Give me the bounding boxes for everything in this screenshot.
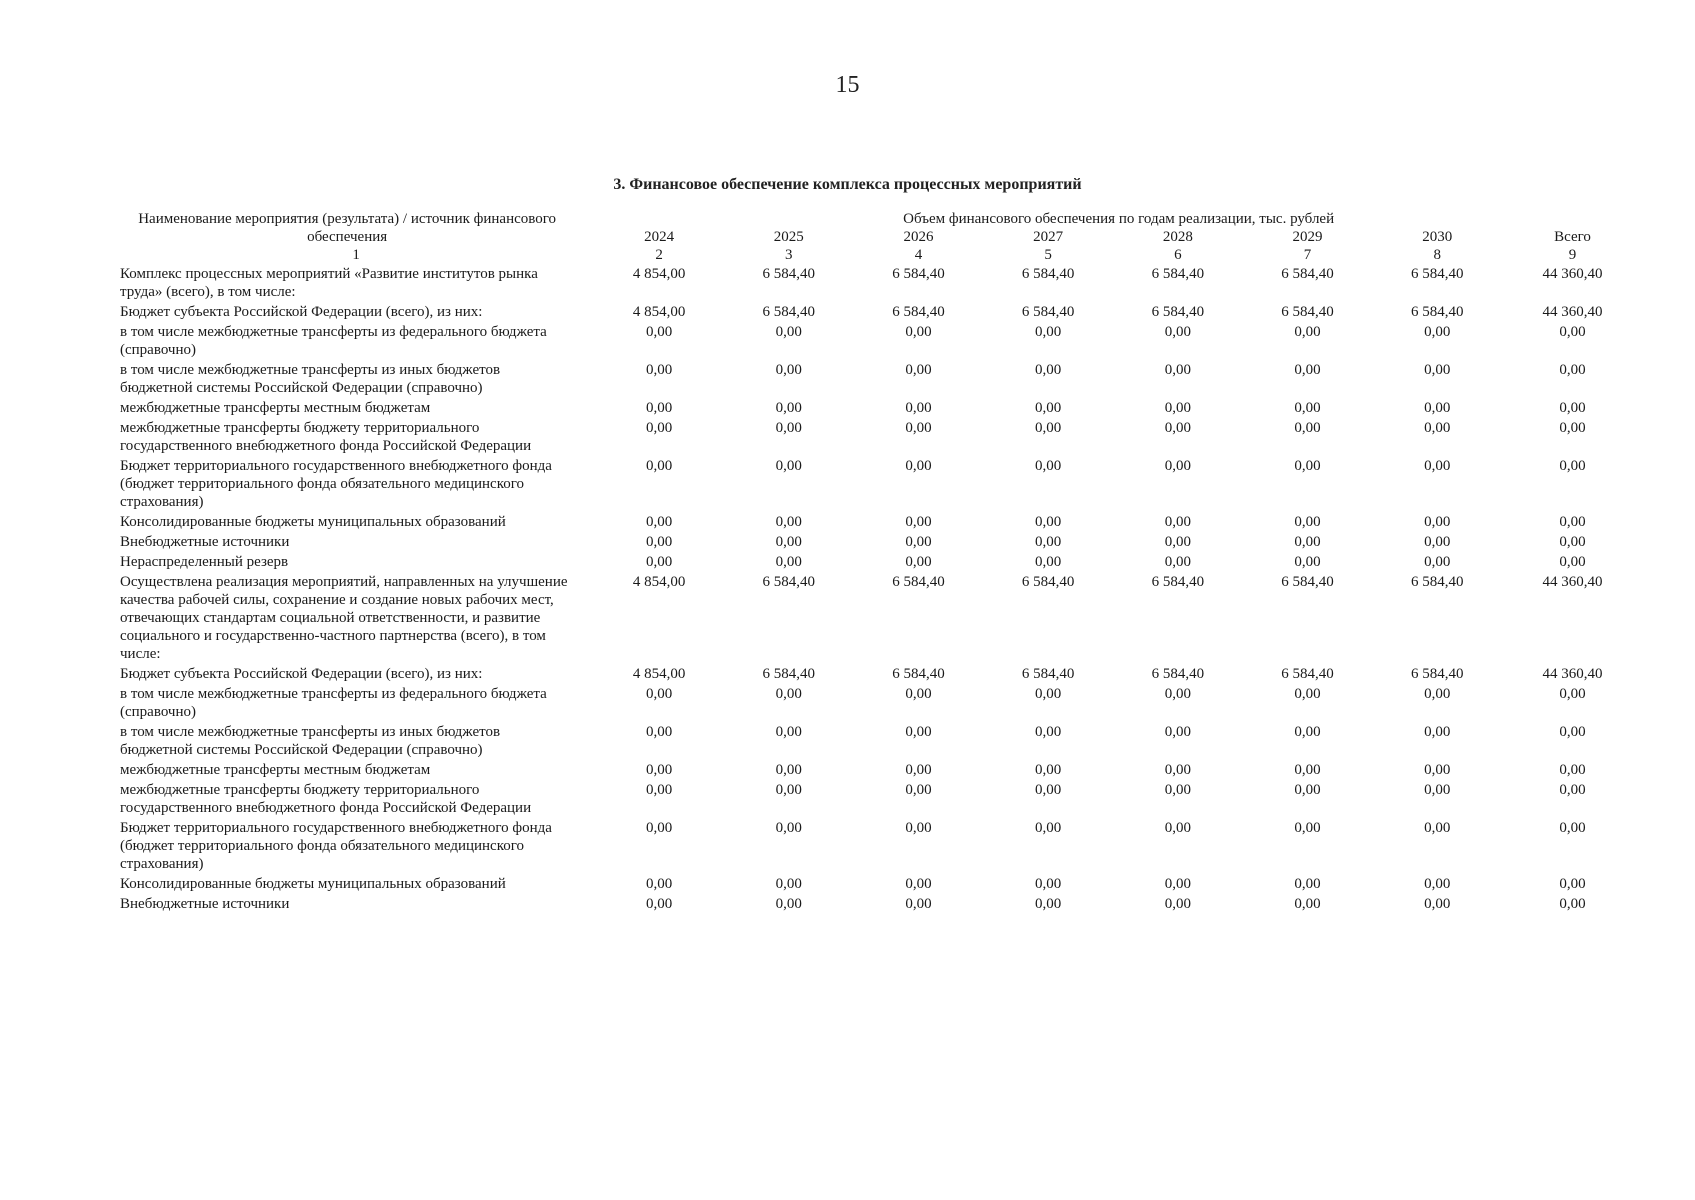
table-row (118, 360, 1643, 398)
row-value: 0,00 (1294, 876, 1321, 892)
row-value: 0,00 (645, 896, 673, 912)
row-value: 4 854,00 (632, 666, 686, 682)
row-value: 0,00 (1424, 896, 1451, 912)
row-value: 0,00 (645, 762, 673, 778)
row-value: 0,00 (775, 686, 802, 702)
row-value: 0,00 (775, 724, 802, 740)
row-value: 0,00 (1294, 420, 1321, 436)
header-year: Всего (1554, 229, 1591, 245)
row-name: Бюджет субъекта Российской Федерации (всего), из них: (120, 304, 483, 320)
row-value: 0,00 (1559, 820, 1586, 836)
row-value: 0,00 (645, 724, 673, 740)
row-value: 4 854,00 (632, 266, 686, 282)
row-value: 0,00 (1164, 362, 1191, 378)
row-name: межбюджетные трансферты бюджету территориального государственного внебюджетного фонда Российской Федерации (120, 782, 532, 816)
row-name: Комплекс процессных мероприятий «Развитие институтов рынка труда» (всего), в том числе: (120, 266, 538, 300)
row-value: 0,00 (1294, 458, 1321, 474)
table-row (118, 322, 1643, 360)
row-value: 44 360,40 (1542, 304, 1603, 320)
row-value: 6 584,40 (1151, 666, 1205, 682)
row-value: 0,00 (645, 400, 673, 416)
row-value: 0,00 (1424, 514, 1451, 530)
row-value: 0,00 (1424, 782, 1451, 798)
row-value: 0,00 (775, 420, 802, 436)
table-row (118, 664, 1643, 684)
table-row (118, 512, 1643, 532)
row-name: Бюджет субъекта Российской Федерации (всего), из них: (120, 666, 483, 682)
row-value: 6 584,40 (1281, 304, 1334, 320)
header-year: 2027 (1033, 229, 1064, 245)
row-name: Бюджет территориального государственного внебюджетного фонда (бюджет территориального фонда обязательного медицинского страхования) (120, 458, 552, 510)
row-value: 6 584,40 (892, 304, 945, 320)
row-value: 0,00 (775, 782, 802, 798)
row-value: 0,00 (1164, 458, 1191, 474)
row-value: 0,00 (1035, 514, 1062, 530)
row-value: 0,00 (905, 554, 932, 570)
table-row (118, 552, 1643, 572)
header-year: 2029 (1292, 229, 1323, 245)
row-value: 0,00 (645, 420, 673, 436)
row-value: 0,00 (1035, 400, 1062, 416)
row-name: межбюджетные трансферты местным бюджетам (120, 762, 431, 778)
row-value: 0,00 (1424, 686, 1451, 702)
row-value: 6 584,40 (1410, 266, 1464, 282)
row-name: Нераспределенный резерв (120, 554, 289, 570)
row-value: 6 584,40 (1021, 574, 1075, 590)
row-value: 6 584,40 (762, 304, 816, 320)
row-value: 0,00 (1164, 876, 1191, 892)
row-value: 0,00 (775, 324, 802, 340)
row-value: 6 584,40 (1151, 266, 1205, 282)
row-value: 0,00 (645, 686, 673, 702)
row-value: 0,00 (1294, 762, 1321, 778)
row-value: 0,00 (775, 876, 802, 892)
row-value: 4 854,00 (632, 304, 686, 320)
table-row (118, 684, 1643, 722)
row-value: 0,00 (775, 514, 802, 530)
row-value: 0,00 (1164, 820, 1191, 836)
row-value: 0,00 (1035, 782, 1062, 798)
row-value: 0,00 (905, 686, 932, 702)
row-value: 0,00 (1164, 724, 1191, 740)
row-value: 0,00 (1559, 762, 1586, 778)
row-value: 0,00 (1424, 820, 1451, 836)
row-value: 0,00 (1294, 534, 1321, 550)
table-row (118, 572, 1643, 664)
row-value: 0,00 (1424, 554, 1451, 570)
row-value: 6 584,40 (1021, 304, 1075, 320)
row-value: 0,00 (1424, 762, 1451, 778)
row-value: 0,00 (905, 324, 932, 340)
row-value: 0,00 (645, 820, 673, 836)
row-value: 4 854,00 (632, 574, 686, 590)
row-value: 0,00 (1164, 896, 1191, 912)
row-value: 0,00 (1035, 324, 1062, 340)
row-value: 0,00 (1559, 400, 1586, 416)
row-value: 0,00 (1294, 782, 1321, 798)
row-value: 0,00 (1164, 324, 1191, 340)
row-value: 6 584,40 (762, 666, 816, 682)
row-value: 0,00 (1164, 420, 1191, 436)
table-row (118, 532, 1643, 552)
row-value: 0,00 (775, 896, 802, 912)
row-value: 0,00 (1559, 534, 1586, 550)
row-value: 0,00 (905, 458, 932, 474)
row-value: 0,00 (775, 534, 802, 550)
row-value: 0,00 (775, 400, 802, 416)
financing-table (118, 210, 1643, 914)
page-number: 15 (835, 72, 860, 98)
table-row (118, 760, 1643, 780)
row-value: 0,00 (1035, 534, 1062, 550)
row-value: 0,00 (1294, 896, 1321, 912)
row-name: Бюджет территориального государственного внебюджетного фонда (бюджет территориального фонда обязательного медицинского страхования) (120, 820, 552, 872)
row-value: 0,00 (905, 820, 932, 836)
row-value: 0,00 (1424, 534, 1451, 550)
header-row-group (118, 210, 1643, 228)
section-title: 3. Финансовое обеспечение комплекса процессных мероприятий (613, 176, 1082, 193)
row-value: 0,00 (1424, 724, 1451, 740)
row-value: 0,00 (905, 400, 932, 416)
row-value: 6 584,40 (1281, 266, 1334, 282)
row-value: 0,00 (905, 876, 932, 892)
row-value: 0,00 (905, 724, 932, 740)
row-value: 0,00 (1559, 782, 1586, 798)
column-number: 3 (785, 247, 793, 263)
row-value: 0,00 (1294, 820, 1321, 836)
row-value: 0,00 (645, 324, 673, 340)
row-value: 0,00 (1424, 458, 1451, 474)
column-number: 4 (914, 247, 923, 263)
header-group: Объем финансового обеспечения по годам реализации, тыс. рублей (903, 211, 1335, 227)
row-value: 0,00 (1035, 724, 1062, 740)
row-name: Осуществлена реализация мероприятий, направленных на улучшение качества рабочей силы, сохранение и создание новых рабочих мест, отвечающих стандартам социальной ответственности, и развитие социального и государственно-частного партнерства (всего), в том числе: (120, 574, 568, 662)
row-value: 0,00 (1164, 514, 1191, 530)
row-value: 6 584,40 (892, 574, 945, 590)
table-row (118, 894, 1643, 914)
column-number: 9 (1568, 247, 1577, 263)
row-value: 0,00 (1424, 420, 1451, 436)
row-value: 6 584,40 (1151, 304, 1205, 320)
row-value: 0,00 (645, 458, 673, 474)
row-value: 0,00 (1559, 686, 1586, 702)
row-value: 0,00 (1294, 324, 1321, 340)
row-value: 6 584,40 (1281, 666, 1334, 682)
row-value: 0,00 (905, 896, 932, 912)
column-number: 5 (1044, 247, 1052, 263)
row-name: Консолидированные бюджеты муниципальных образований (120, 876, 506, 892)
row-value: 0,00 (1294, 400, 1321, 416)
row-value: 0,00 (905, 362, 932, 378)
row-value: 44 360,40 (1542, 574, 1603, 590)
row-value: 0,00 (1035, 362, 1062, 378)
row-value: 0,00 (905, 534, 932, 550)
row-value: 0,00 (1164, 782, 1191, 798)
row-value: 0,00 (1424, 324, 1451, 340)
row-value: 0,00 (1559, 458, 1586, 474)
row-value: 0,00 (1294, 362, 1321, 378)
row-value: 0,00 (645, 534, 673, 550)
column-number: 7 (1303, 247, 1312, 263)
row-value: 0,00 (1294, 554, 1321, 570)
row-value: 0,00 (1559, 420, 1586, 436)
row-value: 0,00 (645, 362, 673, 378)
row-value: 0,00 (1559, 724, 1586, 740)
row-value: 0,00 (905, 782, 932, 798)
row-value: 0,00 (775, 362, 802, 378)
table-row (118, 456, 1643, 512)
row-value: 0,00 (1559, 514, 1586, 530)
row-value: 0,00 (1294, 514, 1321, 530)
row-value: 0,00 (775, 820, 802, 836)
row-value: 0,00 (1164, 534, 1191, 550)
row-value: 6 584,40 (762, 266, 816, 282)
row-value: 0,00 (1559, 876, 1586, 892)
row-value: 0,00 (1294, 724, 1321, 740)
row-value: 0,00 (1164, 762, 1191, 778)
header-year: 2024 (644, 229, 675, 245)
row-name: в том числе межбюджетные трансферты из федерального бюджета (справочно) (120, 686, 547, 720)
row-value: 0,00 (1035, 876, 1062, 892)
row-value: 0,00 (645, 554, 673, 570)
row-value: 6 584,40 (1410, 666, 1464, 682)
row-value: 0,00 (1035, 896, 1062, 912)
table-body (118, 264, 1643, 914)
row-value: 0,00 (1559, 896, 1586, 912)
header-year: 2026 (903, 229, 934, 245)
row-value: 6 584,40 (1021, 666, 1075, 682)
row-value: 0,00 (1164, 400, 1191, 416)
row-value: 0,00 (905, 420, 932, 436)
table-row (118, 722, 1643, 760)
header-year: 2025 (773, 229, 804, 245)
row-name: межбюджетные трансферты местным бюджетам (120, 400, 431, 416)
header-year: 2030 (1422, 229, 1453, 245)
row-value: 44 360,40 (1542, 266, 1603, 282)
row-value: 0,00 (1424, 362, 1451, 378)
row-value: 0,00 (1035, 420, 1062, 436)
row-value: 0,00 (1559, 324, 1586, 340)
row-value: 0,00 (1294, 686, 1321, 702)
row-value: 0,00 (775, 762, 802, 778)
row-name: в том числе межбюджетные трансферты из иных бюджетов бюджетной системы Российской Федерации (справочно) (120, 362, 501, 396)
row-value: 0,00 (905, 762, 932, 778)
table-row (118, 874, 1643, 894)
row-value: 6 584,40 (1281, 574, 1334, 590)
row-value: 6 584,40 (892, 266, 945, 282)
row-name: в том числе межбюджетные трансферты из федерального бюджета (справочно) (120, 324, 547, 358)
row-value: 0,00 (1035, 686, 1062, 702)
table-row (118, 818, 1643, 874)
row-value: 6 584,40 (1021, 266, 1075, 282)
row-value: 0,00 (645, 876, 673, 892)
table-row (118, 398, 1643, 418)
row-value: 0,00 (1035, 554, 1062, 570)
row-value: 0,00 (1035, 762, 1062, 778)
row-name: Внебюджетные источники (120, 534, 290, 550)
row-value: 44 360,40 (1542, 666, 1603, 682)
row-value: 0,00 (1035, 458, 1062, 474)
row-value: 0,00 (1559, 362, 1586, 378)
row-value: 0,00 (1424, 400, 1451, 416)
row-value: 0,00 (645, 514, 673, 530)
header-name: Наименование мероприятия (результата) / источник финансового обеспечения (138, 211, 557, 245)
row-value: 6 584,40 (1410, 574, 1464, 590)
row-value: 6 584,40 (1151, 574, 1205, 590)
row-value: 6 584,40 (1410, 304, 1464, 320)
row-value: 0,00 (1424, 876, 1451, 892)
table-row (118, 418, 1643, 456)
row-value: 0,00 (775, 458, 802, 474)
row-value: 0,00 (775, 554, 802, 570)
row-name: Внебюджетные источники (120, 896, 290, 912)
table-row (118, 264, 1643, 302)
table-row (118, 780, 1643, 818)
column-number: 1 (352, 247, 360, 263)
row-value: 6 584,40 (892, 666, 945, 682)
column-number: 8 (1433, 247, 1441, 263)
row-name: межбюджетные трансферты бюджету территориального государственного внебюджетного фонда Российской Федерации (120, 420, 532, 454)
row-value: 0,00 (1559, 554, 1586, 570)
header-row-numbering (118, 246, 1643, 264)
row-value: 6 584,40 (762, 574, 816, 590)
column-number: 6 (1174, 247, 1182, 263)
row-value: 0,00 (1164, 686, 1191, 702)
row-value: 0,00 (1164, 554, 1191, 570)
row-name: Консолидированные бюджеты муниципальных образований (120, 514, 506, 530)
row-name: в том числе межбюджетные трансферты из иных бюджетов бюджетной системы Российской Федерации (справочно) (120, 724, 501, 758)
header-year: 2028 (1162, 229, 1193, 245)
table-row (118, 302, 1643, 322)
row-value: 0,00 (1035, 820, 1062, 836)
row-value: 0,00 (905, 514, 932, 530)
column-number: 2 (655, 247, 663, 263)
row-value: 0,00 (645, 782, 673, 798)
